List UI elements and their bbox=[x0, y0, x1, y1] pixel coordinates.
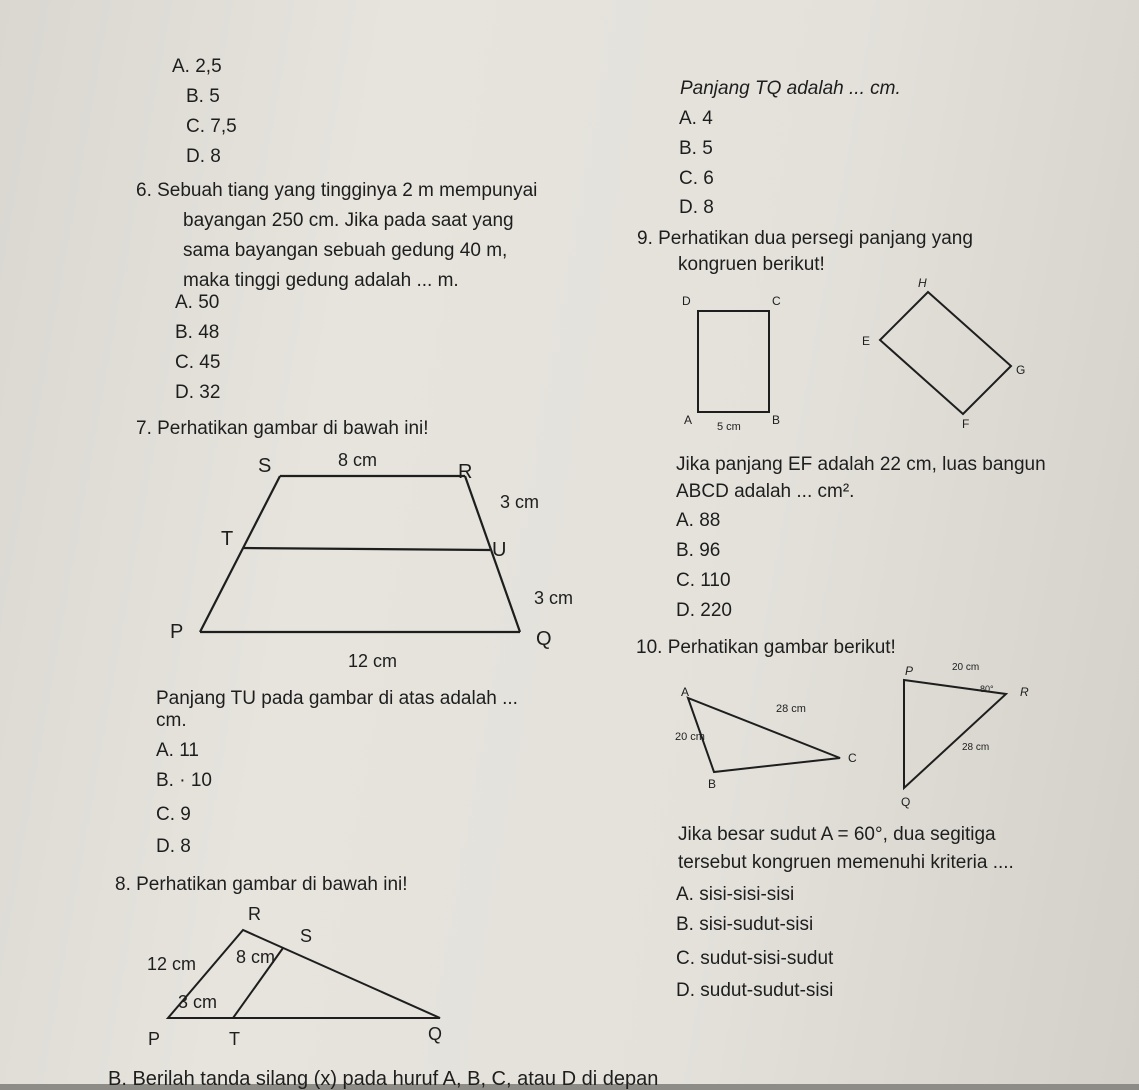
label-80deg: 80° bbox=[980, 684, 994, 694]
vertex-h: H bbox=[918, 276, 927, 290]
q6-option-c: C. 45 bbox=[175, 352, 221, 373]
q5-option-right-a: A. 4 bbox=[679, 108, 713, 129]
q5-option-c: C. 7,5 bbox=[186, 116, 237, 137]
q6-line-2: bayangan 250 cm. Jika pada saat yang bbox=[183, 210, 514, 231]
q5-option-b: B. 5 bbox=[186, 86, 220, 107]
vertex-b: B bbox=[708, 777, 717, 791]
q10-option-c: C. sudut-sisi-sudut bbox=[676, 948, 834, 969]
q5-option-right-d: D. 8 bbox=[679, 197, 714, 218]
q10-question-line-1: Jika besar sudut A = 60°, dua segitiga bbox=[678, 824, 996, 845]
vertex-c: C bbox=[772, 294, 781, 308]
triangle-abc bbox=[688, 698, 840, 772]
vertex-t: T bbox=[221, 528, 234, 550]
q7-question-line-1: Panjang TU pada gambar di atas adalah ... bbox=[156, 688, 518, 709]
vertex-p: P bbox=[148, 1029, 161, 1049]
vertex-d: D bbox=[682, 294, 691, 308]
q9-line-1: 9. Perhatikan dua persegi panjang yang bbox=[637, 228, 973, 249]
vertex-r: R bbox=[1020, 685, 1029, 699]
q9-question-line-1: Jika panjang EF adalah 22 cm, luas bangun bbox=[676, 454, 1046, 475]
vertex-r: R bbox=[458, 461, 473, 483]
vertex-t: T bbox=[229, 1029, 240, 1049]
label-12cm: 12 cm bbox=[348, 651, 398, 671]
label-3cm-bottom: 3 cm bbox=[534, 588, 574, 608]
vertex-s: S bbox=[258, 455, 272, 477]
vertex-r: R bbox=[248, 904, 261, 924]
q9-line-2: kongruen berikut! bbox=[678, 254, 825, 275]
q9-option-c: C. 110 bbox=[676, 570, 731, 591]
q10-option-a: A. sisi-sisi-sisi bbox=[676, 884, 795, 905]
vertex-f: F bbox=[962, 417, 970, 431]
vertex-b: B bbox=[772, 413, 781, 427]
vertex-s: S bbox=[300, 926, 313, 946]
q10-question-line-2: tersebut kongruen memenuhi kriteria .... bbox=[678, 852, 1014, 873]
label-20cm-pr: 20 cm bbox=[952, 662, 980, 673]
q10-prompt: 10. Perhatikan gambar berikut! bbox=[636, 637, 896, 658]
q7-option-c: C. 9 bbox=[156, 804, 191, 825]
vertex-e: E bbox=[862, 334, 871, 348]
q7-question-line-2: cm. bbox=[156, 710, 187, 731]
q6-option-d: D. 32 bbox=[175, 382, 221, 403]
q5-option-d: D. 8 bbox=[186, 146, 221, 167]
q5-option-right-c: C. 6 bbox=[679, 168, 714, 189]
q10-option-b: B. sisi-sudut-sisi bbox=[676, 914, 814, 935]
q9-option-d: D. 220 bbox=[676, 600, 732, 621]
q6-option-a: A. 50 bbox=[175, 292, 220, 313]
q5-option-right-b: B. 5 bbox=[679, 138, 713, 159]
label-28cm: 28 cm bbox=[776, 703, 806, 715]
vertex-p: P bbox=[905, 664, 914, 678]
vertex-q: Q bbox=[901, 795, 911, 809]
vertex-q: Q bbox=[428, 1024, 443, 1044]
label-3cm: 3 cm bbox=[178, 992, 218, 1012]
triangle-prq bbox=[904, 680, 1006, 788]
q6-option-b: B. 48 bbox=[175, 322, 220, 343]
vertex-u: U bbox=[492, 539, 507, 561]
label-8cm: 8 cm bbox=[236, 947, 276, 967]
q7-option-a: A. 11 bbox=[156, 740, 199, 761]
vertex-a: A bbox=[681, 685, 690, 699]
q5-question-tail: Panjang TQ adalah ... cm. bbox=[680, 78, 901, 99]
q7-prompt: 7. Perhatikan gambar di bawah ini! bbox=[136, 418, 429, 439]
q9-option-a: A. 88 bbox=[676, 510, 721, 531]
label-3cm-top: 3 cm bbox=[500, 492, 540, 512]
vertex-p: P bbox=[170, 621, 184, 643]
vertex-c: C bbox=[848, 751, 857, 765]
q9-option-b: B. 96 bbox=[676, 540, 721, 561]
label-12cm: 12 cm bbox=[147, 954, 197, 974]
label-5cm: 5 cm bbox=[717, 421, 741, 433]
q9-question-line-2: ABCD adalah ... cm². bbox=[676, 481, 855, 502]
q7-option-b: B. · 10 bbox=[156, 770, 212, 791]
label-28cm-rq: 28 cm bbox=[962, 742, 990, 753]
vertex-a: A bbox=[684, 413, 693, 427]
label-8cm: 8 cm bbox=[338, 450, 378, 470]
q6-line-4: maka tinggi gedung adalah ... m. bbox=[183, 270, 459, 291]
q5-option-a: A. 2,5 bbox=[172, 56, 222, 77]
q6-line-1: 6. Sebuah tiang yang tingginya 2 m mempunyai bbox=[136, 180, 538, 201]
vertex-g: G bbox=[1016, 363, 1026, 377]
q6-line-3: sama bayangan sebuah gedung 40 m, bbox=[183, 240, 508, 261]
label-20cm: 20 cm bbox=[675, 731, 705, 743]
vertex-q: Q bbox=[536, 628, 552, 650]
q10-option-d: D. sudut-sudut-sisi bbox=[676, 980, 834, 1001]
q7-option-d: D. 8 bbox=[156, 836, 191, 857]
section-b-instruction: B. Berilah tanda silang (x) pada huruf A, B, C, atau D di depan bbox=[108, 1068, 659, 1090]
q8-prompt: 8. Perhatikan gambar di bawah ini! bbox=[115, 874, 408, 895]
